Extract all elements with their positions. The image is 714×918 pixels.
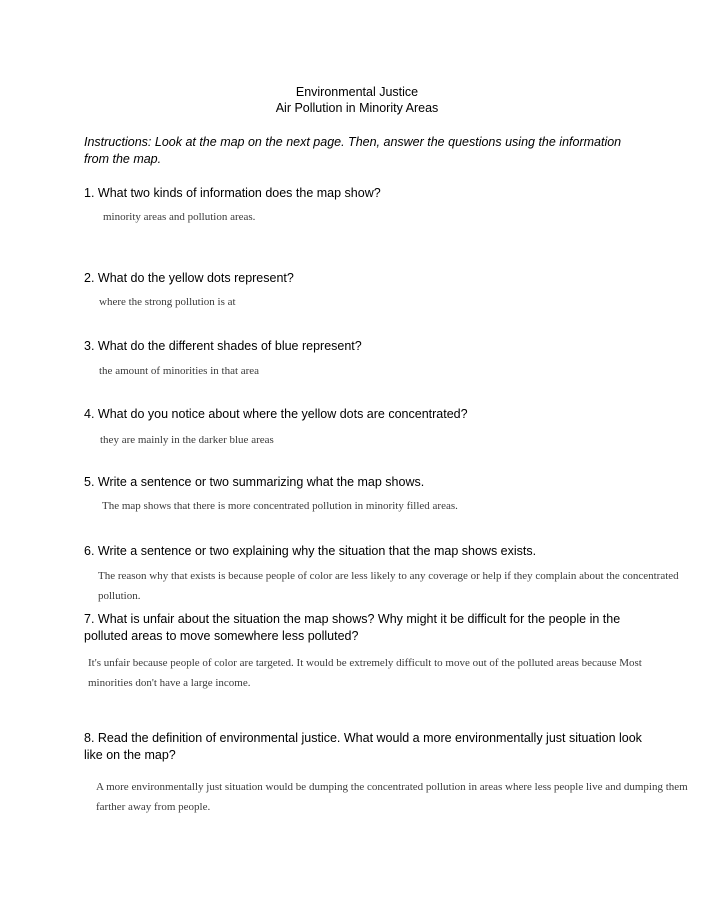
page-subtitle: Air Pollution in Minority Areas (275, 101, 439, 115)
page-title: Environmental Justice (295, 85, 419, 99)
question-4: 4. What do you notice about where the yellow dots are concentrated? (84, 407, 468, 421)
answer-7: It's unfair because people of color are targeted. It would be extremely difficult to move out of the polluted areas because Most minorities don't have a large income. (88, 657, 642, 689)
question-5: 5. Write a sentence or two summarizing what the map shows. (84, 475, 425, 489)
question-1: 1. What two kinds of information does the map show? (84, 186, 381, 200)
question-7: 7. What is unfair about the situation the map shows? Why might it be difficult for the people in the polluted areas to move somewhere less polluted? (84, 612, 621, 643)
answer-2: where the strong pollution is at (99, 296, 236, 308)
question-8: 8. Read the definition of environmental justice. What would a more environmentally just situation look like on the map? (84, 731, 642, 762)
question-2: 2. What do the yellow dots represent? (84, 271, 294, 285)
answer-6: The reason why that exists is because people of color are less likely to any coverage or help if they complain about the concentrated pollution. (98, 570, 679, 602)
answer-4: they are mainly in the darker blue areas (100, 434, 274, 446)
answer-3: the amount of minorities in that area (99, 365, 260, 377)
answer-1: minority areas and pollution areas. (103, 211, 256, 223)
answer-5: The map shows that there is more concentrated pollution in minority filled areas. (102, 500, 458, 512)
instructions-text: Instructions: Look at the map on the next page. Then, answer the questions using the information from the map. (84, 135, 622, 166)
question-3: 3. What do the different shades of blue represent? (84, 339, 362, 353)
answer-8: A more environmentally just situation would be dumping the concentrated pollution in areas where less people live and dumping them farther away from people. (96, 781, 688, 813)
question-6: 6. Write a sentence or two explaining why the situation that the map shows exists. (84, 544, 537, 558)
